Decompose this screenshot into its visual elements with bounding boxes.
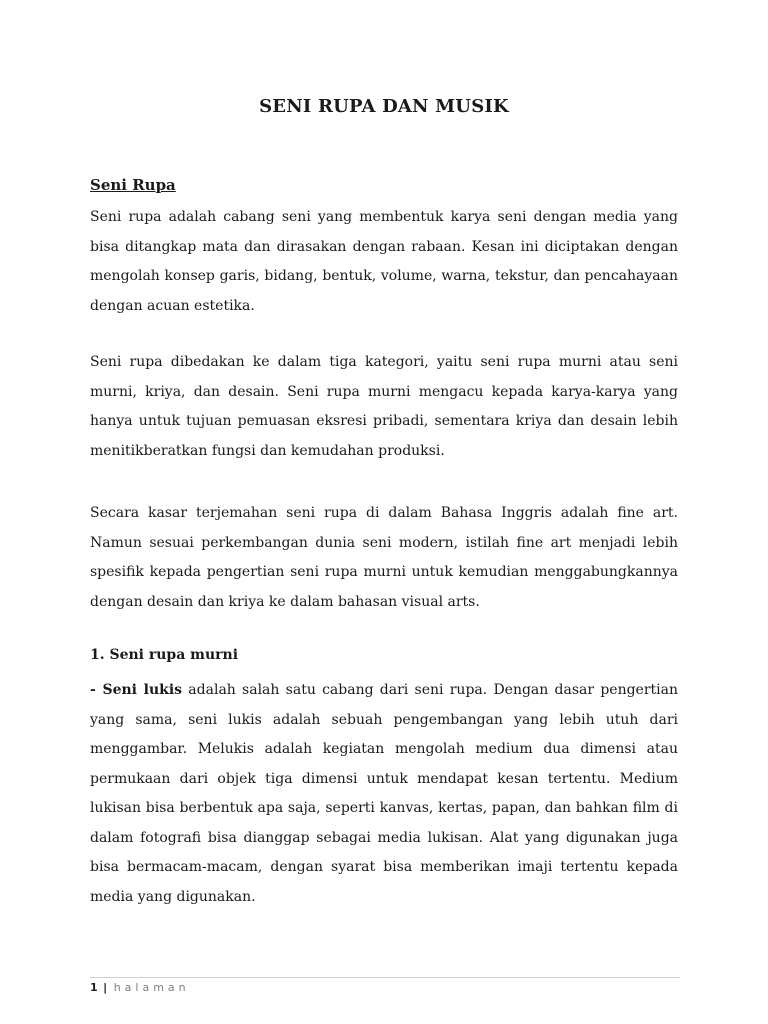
- footer-separator: |: [103, 981, 108, 994]
- page-label: halaman: [113, 981, 190, 994]
- paragraph-3: Secara kasar terjemahan seni rupa di dalam Bahasa Inggris adalah fine art. Namun sesuai perkembangan dunia seni modern, istilah fine art menjadi lebih spesifik kepada pengertian seni rupa murni untuk kemudian menggabungkannya dengan desain dan kriya ke dalam bahasan visual arts.: [90, 505, 678, 610]
- subsection-heading-seni-rupa-murni: 1. Seni rupa murni: [90, 647, 239, 663]
- paragraph-1: Seni rupa adalah cabang seni yang membentuk karya seni dengan media yang bisa ditangkap mata dan dirasakan dengan rabaan. Kesan ini diciptakan dengan mengolah konsep garis, bidang, bentuk, volume, warna, tekstur, dan pencahayaan dengan acuan estetika.: [90, 209, 678, 314]
- document-page: [90, 0, 678, 1024]
- seni-lukis-lead: - Seni lukis: [90, 682, 183, 698]
- seni-lukis-text: adalah salah satu cabang dari seni rupa. Dengan dasar pengertian yang sama, seni lukis adalah sebuah pengembangan yang lebih utuh dari menggambar. Melukis adalah kegiatan mengolah medium dua dimensi atau permukaan dari objek tiga dimensi untuk mendapat kesan tertentu. Medium lukisan bisa berbentuk apa saja, seperti kanvas, kertas, papan, dan bahkan film di dalam fotografi bisa dianggap sebagai media lukisan. Alat yang digunakan juga bisa bermacam-macam, dengan syarat bisa memberikan imaji tertentu kepada media yang digunakan.: [90, 682, 678, 905]
- page-footer: [90, 981, 190, 994]
- footer-divider: [90, 977, 680, 978]
- paragraph-seni-lukis: [90, 676, 678, 912]
- section-heading-seni-rupa: Seni Rupa: [90, 176, 176, 194]
- page-number: 1: [90, 981, 98, 994]
- document-title: SENI RUPA DAN MUSIK: [259, 96, 509, 117]
- paragraph-2: Seni rupa dibedakan ke dalam tiga kategori, yaitu seni rupa murni atau seni murni, kriya, dan desain. Seni rupa murni mengacu kepada karya-karya yang hanya untuk tujuan pemuasan eksresi pribadi, sementara kriya dan desain lebih menitikberatkan fungsi dan kemudahan produksi.: [90, 354, 678, 459]
